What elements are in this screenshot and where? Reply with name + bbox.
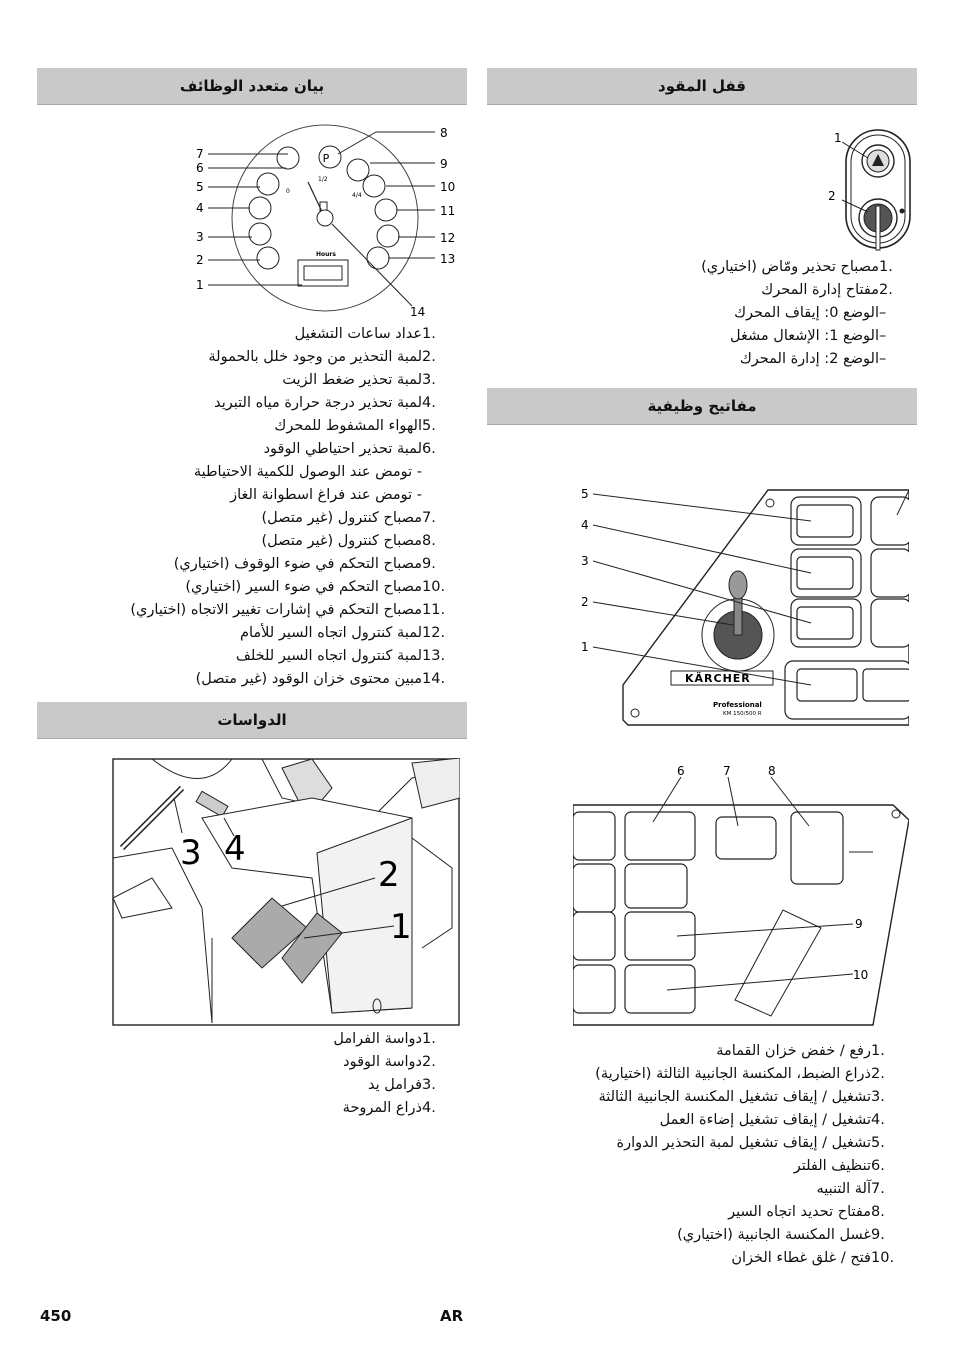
svg-text:0: 0 bbox=[286, 188, 290, 195]
svg-text:1/2: 1/2 bbox=[318, 176, 328, 183]
pedals-list bbox=[40, 1028, 462, 1120]
model-line2: KM 150/500 R bbox=[723, 711, 762, 717]
callout: 10 bbox=[440, 180, 456, 194]
callout: 3 bbox=[581, 554, 589, 568]
list-item: 4. ذراع المروحة bbox=[342, 1100, 436, 1116]
list-item: 6. تنظيف الفلتر bbox=[793, 1158, 885, 1174]
list-item: – الوضع 1: الإشعال مشغل bbox=[730, 328, 887, 344]
list-item: 1. عداد ساعات التشغيل bbox=[294, 326, 436, 342]
callout: 4 bbox=[581, 518, 589, 532]
list-item: 1. مصباح تحذير ومّاض (اختياري) bbox=[701, 259, 893, 275]
callout: 6 bbox=[677, 764, 685, 778]
list-item: 3. فرامل يد bbox=[368, 1077, 436, 1093]
list-item: 3. لمبة تحذير ضغط الزيت bbox=[282, 372, 436, 388]
callout: 3 bbox=[196, 230, 204, 244]
list-item: 4. لمبة تحذير درجة حرارة مياه التبريد bbox=[214, 395, 436, 411]
list-item: 7. آلة التنبيه bbox=[816, 1181, 885, 1197]
callout: 2 bbox=[196, 253, 204, 267]
callout-brake: 1 bbox=[390, 907, 412, 947]
callout: 2 bbox=[581, 595, 589, 609]
list-item: 2. دواسة الوقود bbox=[343, 1054, 436, 1070]
list-item: 10. مصباح التحكم في ضوء السير (اختياري) bbox=[185, 579, 446, 595]
list-item: 7. مصباح كنترول (غير متصل) bbox=[261, 510, 436, 526]
switch-panel-figure-top bbox=[573, 485, 909, 730]
svg-text:Hours: Hours bbox=[316, 251, 336, 258]
list-item: 2. لمبة التحذير من وجود خلل بالحمولة bbox=[208, 349, 436, 365]
page-number: 450 bbox=[40, 1307, 72, 1325]
model-line1: Professional bbox=[713, 701, 762, 709]
section-header-display: بيان متعدد الوظائف bbox=[37, 68, 467, 105]
list-item: – الوضع 0: إيقاف المحرك bbox=[734, 305, 887, 321]
callout: 14 bbox=[410, 305, 426, 319]
list-item: 11. مصباح التحكم في إشارات تغيير الاتجاه (اختياري) bbox=[130, 602, 446, 618]
callout: 12 bbox=[440, 231, 456, 245]
callout: 1 bbox=[196, 278, 204, 292]
brand-logo: KÄRCHER bbox=[685, 672, 751, 685]
callout: 7 bbox=[723, 764, 731, 778]
list-item: 3. تشغيل / إيقاف تشغيل المكنسة الجانبية الثالثة bbox=[598, 1089, 885, 1105]
multifunction-display-figure bbox=[190, 120, 460, 320]
section-header-ignition: قفل المقود bbox=[487, 68, 917, 105]
callout: 4 bbox=[196, 201, 204, 215]
pedals-figure bbox=[112, 758, 460, 1026]
callout: 5 bbox=[196, 180, 204, 194]
list-item: 9. مصباح التحكم في ضوء الوقوف (اختياري) bbox=[173, 556, 436, 572]
callout-fan-lever: 4 bbox=[224, 829, 246, 869]
list-item: 2. ذراع الضبط، المكنسة الجانبية الثالثة (اختيارية) bbox=[595, 1066, 885, 1082]
list-item: 5. تشغيل / إيقاف تشغيل لمبة التحذير الدوارة bbox=[616, 1135, 885, 1151]
list-item: - تومض عند فراغ اسطوانة الغاز bbox=[230, 487, 422, 503]
callout: 11 bbox=[440, 204, 456, 218]
callout: 13 bbox=[440, 252, 456, 266]
list-item: – الوضع 2: إدارة المحرك bbox=[739, 351, 887, 367]
switches-list bbox=[487, 1040, 911, 1270]
callout-1: 1 bbox=[834, 131, 842, 145]
list-item: 1. رفع / خفض خزان القمامة bbox=[716, 1043, 885, 1059]
list-item: 5. الهواء المشفوط للمحرك bbox=[274, 418, 436, 434]
list-item: 2. مفتاح إدارة المحرك bbox=[761, 282, 893, 298]
callout: 1 bbox=[581, 640, 589, 654]
callout: 8 bbox=[440, 126, 448, 140]
callout-2: 2 bbox=[828, 189, 836, 203]
list-item: 6. لمبة تحذير احتياطي الوقود bbox=[263, 441, 436, 457]
list-item: - تومض عند الوصول للكمية الاحتياطية bbox=[193, 464, 422, 480]
svg-text:P: P bbox=[322, 152, 330, 165]
switch-panel-figure-bottom bbox=[573, 760, 909, 1028]
callout: 5 bbox=[581, 487, 589, 501]
list-item: 10. فتح / غلق غطاء الخزان bbox=[731, 1250, 895, 1266]
callout-handbrake: 3 bbox=[180, 833, 202, 873]
language-code: AR bbox=[440, 1307, 464, 1325]
list-item: 13. لمبة كنترول اتجاه السير للخلف bbox=[235, 648, 446, 664]
list-item: 1. دواسة الفرامل bbox=[333, 1031, 436, 1047]
ignition-list bbox=[487, 256, 911, 371]
callout: 9 bbox=[440, 157, 448, 171]
callout-accelerator: 2 bbox=[378, 855, 400, 895]
list-item: 8. مصباح كنترول (غير متصل) bbox=[261, 533, 436, 549]
list-item: 14. مبين محتوى خزان الوقود (غير متصل) bbox=[195, 671, 446, 687]
section-header-switches: مفاتيح وظيفية bbox=[487, 388, 917, 425]
callout: 10 bbox=[853, 968, 869, 982]
display-list bbox=[40, 323, 462, 691]
list-item: 12. لمبة كنترول اتجاه السير للأمام bbox=[239, 625, 446, 641]
section-header-pedals: الدواسات bbox=[37, 702, 467, 739]
callout: 6 bbox=[196, 161, 204, 175]
list-item: 8. مفتاح تحديد اتجاه السير bbox=[728, 1204, 885, 1220]
list-item: 9. غسل المكنسة الجانبية (اختياري) bbox=[677, 1227, 885, 1243]
svg-text:4/4: 4/4 bbox=[352, 192, 362, 199]
callout: 9 bbox=[855, 917, 863, 931]
ignition-lock-figure bbox=[820, 128, 915, 253]
list-item: 4. تشغيل / إيقاف تشغيل إضاءة العمل bbox=[659, 1112, 885, 1128]
callout: 8 bbox=[768, 764, 776, 778]
callout: 7 bbox=[196, 147, 204, 161]
